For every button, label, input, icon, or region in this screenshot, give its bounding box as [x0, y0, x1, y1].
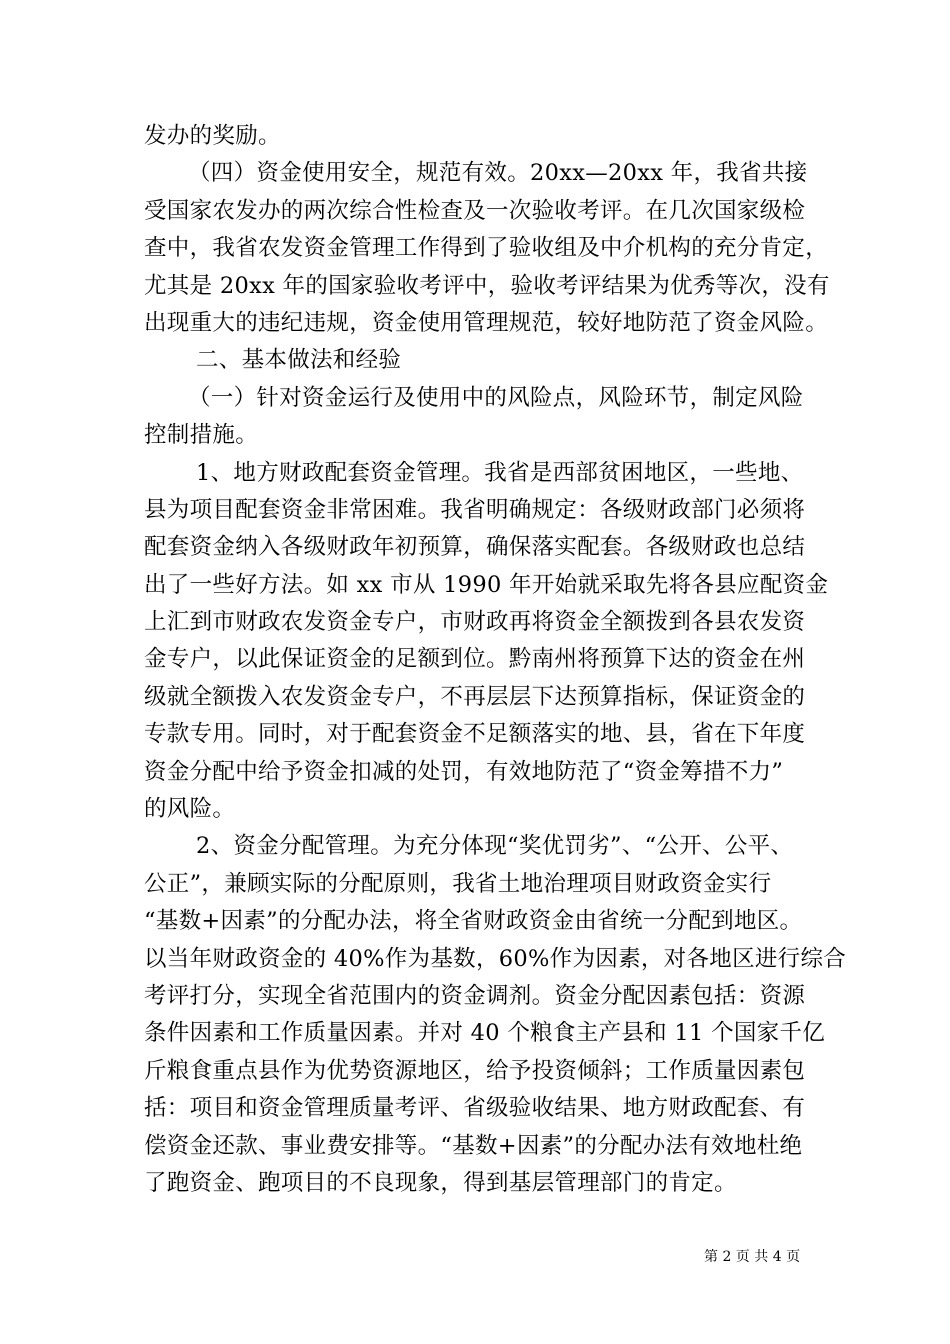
paragraph-line: 县为项目配套资金非常困难。我省明确规定：各级财政部门必须将	[144, 496, 806, 523]
paragraph-line: 控制措施。	[144, 422, 259, 449]
paragraph-line: 受国家农发办的两次综合性检查及一次验收考评。在几次国家级检	[144, 197, 806, 224]
document-body	[144, 118, 847, 1202]
paragraph-line: 尤其是 20xx 年的国家验收考评中，验收考评结果为优秀等次，没有	[144, 272, 830, 299]
paragraph-line: 条件因素和工作质量因素。并对 40 个粮食主产县和 11 个国家千亿	[144, 1020, 826, 1047]
paragraph-line: 发办的奖励。	[144, 123, 281, 149]
paragraph-line: 公正”，兼顾实际的分配原则，我省土地治理项目财政资金实行	[144, 870, 772, 897]
paragraph-line: （四）资金使用安全，规范有效。20xx—20xx 年，我省共接	[188, 160, 808, 187]
paragraph-line: 配套资金纳入各级财政年初预算，确保落实配套。各级财政也总结	[144, 534, 806, 561]
paragraph-line: 上汇到市财政农发资金专户，市财政再将资金全额拨到各县农发资	[144, 609, 806, 636]
paragraph-line: 出了一些好方法。如 xx 市从 1990 年开始就采取先将各县应配资金	[144, 571, 829, 598]
paragraph-line: “基数+因素”的分配办法，将全省财政资金由省统一分配到地区。	[144, 908, 803, 935]
page-number: 第 2 页 共 4 页	[704, 1249, 801, 1265]
paragraph-line: 括：项目和资金管理质量考评、省级验收结果、地方财政配套、有	[144, 1095, 806, 1122]
section-heading: 二、基本做法和经验	[196, 347, 402, 374]
paragraph-line: 的风险。	[144, 796, 236, 823]
paragraph-line: 金专户，以此保证资金的足额到位。黔南州将预算下达的资金在州	[144, 646, 806, 673]
paragraph-line: 专款专用。同时，对于配套资金不足额落实的地、县，省在下年度	[144, 721, 806, 748]
paragraph-line: （一）针对资金运行及使用中的风险点，风险环节，制定风险	[188, 384, 804, 411]
paragraph-line: 了跑资金、跑项目的不良现象，得到基层管理部门的肯定。	[144, 1169, 737, 1196]
paragraph-line: 以当年财政资金的 40%作为基数，60%作为因素，对各地区进行综合	[144, 945, 847, 972]
paragraph-line: 级就全额拨入农发资金专户，不再层层下达预算指标，保证资金的	[144, 683, 806, 710]
paragraph-line: 偿资金还款、事业费安排等。“基数+因素”的分配办法有效地杜绝	[144, 1132, 803, 1159]
paragraph-line: 查中，我省农发资金管理工作得到了验收组及中介机构的充分肯定，	[144, 235, 829, 262]
paragraph-line: 出现重大的违纪违规，资金使用管理规范，较好地防范了资金风险。	[144, 309, 829, 336]
paragraph-line: 考评打分，实现全省范围内的资金调剂。资金分配因素包括：资源	[144, 982, 806, 1009]
paragraph-line: 资金分配中给予资金扣减的处罚，有效地防范了“资金筹措不力”	[144, 758, 784, 785]
paragraph-line: 1、地方财政配套资金管理。我省是西部贫困地区，一些地、	[196, 459, 804, 486]
paragraph-line: 斤粮食重点县作为优势资源地区，给予投资倾斜；工作质量因素包	[144, 1057, 806, 1084]
paragraph-line: 2、资金分配管理。为充分体现“奖优罚劣”、“公开、公平、	[196, 833, 794, 860]
